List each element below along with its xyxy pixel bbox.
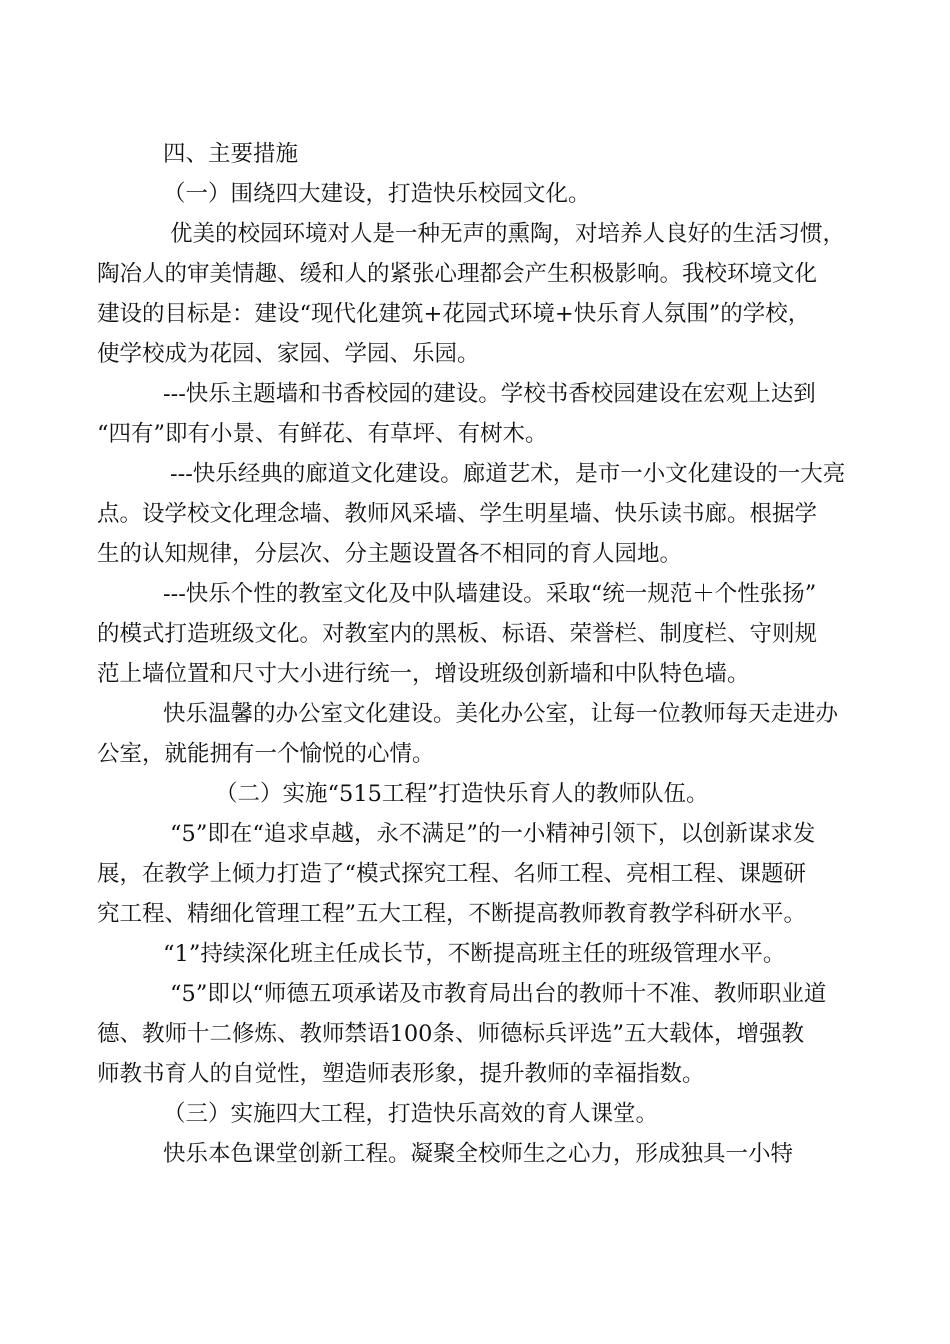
paragraph-line: 展，在教学上倾力打造了“模式探究工程、名师工程、亮相工程、课题研 xyxy=(97,861,807,887)
paragraph-line: 的模式打造班级文化。对教室内的黑板、标语、荣誉栏、制度栏、守则规 xyxy=(97,621,818,647)
paragraph-line: 生的认知规律，分层次、分主题设置各不相同的育人园地。 xyxy=(97,541,683,567)
paragraph-line: ---快乐主题墙和书香校园的建设。学校书香校园建设在宏观上达到 xyxy=(163,381,816,407)
paragraph-line: 究工程、精细化管理工程”五大工程，不断提高教师教育教学科研水平。 xyxy=(97,901,807,927)
paragraph-line: ---快乐经典的廊道文化建设。廊道艺术，是市一小文化建设的一大亮 xyxy=(170,461,846,487)
paragraph-line: 德、教师十二修炼、教师禁语100条、师德标兵评选”五大载体，增强教 xyxy=(97,1021,804,1047)
section-heading-main-measures: 四、主要措施 xyxy=(163,141,299,167)
paragraph-line: 陶冶人的审美情趣、缓和人的紧张心理都会产生积极影响。我校环境文化 xyxy=(97,261,818,287)
paragraph-line: 公室，就能拥有一个愉悦的心情。 xyxy=(97,741,435,767)
paragraph-line: 优美的校园环境对人是一种无声的熏陶，对培养人良好的生活习惯， xyxy=(170,221,846,247)
paragraph-line: “5”即在“追求卓越，永不满足”的一小精神引领下，以创新谋求发 xyxy=(170,821,816,847)
paragraph-line: 使学校成为花园、家园、学园、乐园。 xyxy=(97,341,480,367)
paragraph-line: 范上墙位置和尺寸大小进行统一，增设班级创新墙和中队特色墙。 xyxy=(97,661,750,687)
paragraph-line: ---快乐个性的教室文化及中队墙建设。采取“统一规范＋个性张扬” xyxy=(163,581,817,607)
paragraph-line: 师教书育人的自觉性，塑造师表形象，提升教师的幸福指数。 xyxy=(97,1061,705,1087)
subheading-campus-culture: （一）围绕四大建设，打造快乐校园文化。 xyxy=(163,181,591,207)
subheading-515-project: （二）实施“515工程”打造快乐育人的教师队伍。 xyxy=(215,781,709,807)
paragraph-line: “1”持续深化班主任成长节，不断提高班主任的班级管理水平。 xyxy=(163,941,786,967)
subheading-four-projects: （三）实施四大工程，打造快乐高效的育人课堂。 xyxy=(163,1101,659,1127)
paragraph-line: “四有”即有小景、有鲜花、有草坪、有树木。 xyxy=(97,421,548,447)
paragraph-line: “5”即以“师德五项承诺及市教育局出台的教师十不准、教师职业道 xyxy=(170,981,827,1007)
paragraph-line: 快乐温馨的办公室文化建设。美化办公室，让每一位教师每天走进办 xyxy=(163,701,839,727)
paragraph-line: 快乐本色课堂创新工程。凝聚全校师生之心力，形成独具一小特 xyxy=(163,1141,794,1167)
paragraph-line: 点。设学校文化理念墙、教师风采墙、学生明星墙、快乐读书廊。根据学 xyxy=(97,501,818,527)
paragraph-line: 建设的目标是：建设“现代化建筑+花园式环境+快乐育人氛围”的学校， xyxy=(97,301,811,327)
